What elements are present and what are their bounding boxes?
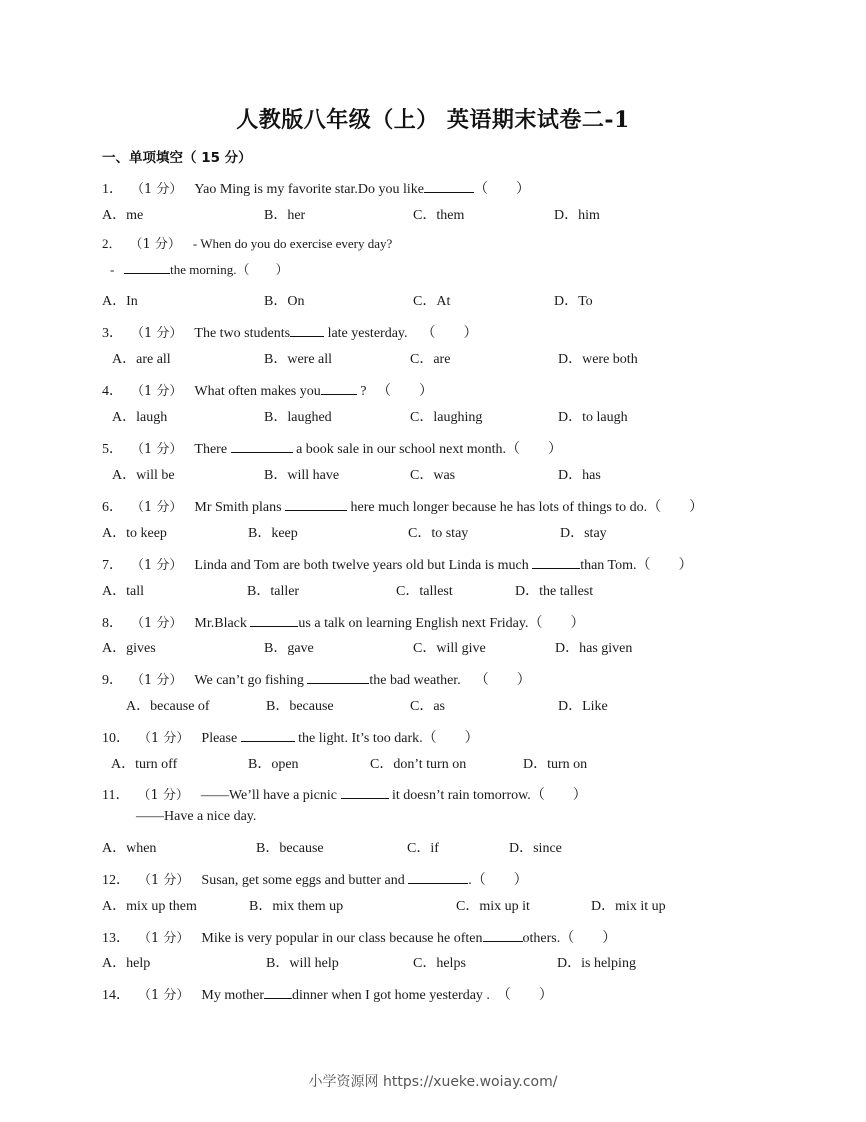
option-b: B．will help [266, 956, 339, 971]
question-number: 11． [102, 788, 130, 803]
question-text: Yao Ming is my favorite star.Do you like [194, 182, 424, 197]
option-a: A．tall [102, 584, 144, 599]
question-text: Susan, get some eggs and butter and [201, 873, 409, 888]
question-text: Linda and Tom are both twelve years old but Linda is much [194, 558, 533, 573]
answer-paren: （ ） [473, 181, 530, 197]
question-number: 12． [102, 873, 130, 888]
question-11-line-2: ——Have a nice day. [136, 809, 257, 824]
question-number: 3． [102, 326, 123, 341]
answer-paren: （ ） [376, 383, 433, 399]
question-3 [102, 322, 478, 343]
question-number: 2． [102, 236, 122, 251]
question-points: （1 分） [131, 384, 183, 399]
question-7 [102, 554, 693, 575]
option-b: B．mix them up [249, 899, 344, 914]
option-b: B．open [248, 757, 299, 772]
question-points: （1 分） [131, 558, 183, 573]
question-10 [102, 727, 479, 748]
option-c: C．don’t turn on [370, 757, 467, 772]
answer-blank [264, 984, 292, 999]
answer-blank [290, 322, 324, 337]
question-text: Mr Smith plans [194, 500, 286, 515]
option-a: A．are all [112, 352, 171, 367]
question-points: （1 分） [131, 500, 183, 515]
option-d: D．the tallest [515, 584, 594, 599]
option-b: B．On [264, 294, 305, 309]
option-b: B．will have [264, 468, 340, 483]
question-6 [102, 496, 703, 517]
question-11 [102, 784, 587, 805]
option-b: B．keep [248, 526, 298, 541]
answer-blank [241, 727, 295, 742]
answer-blank [424, 178, 474, 193]
dialogue-dash: - [110, 262, 115, 277]
question-text-after: here much longer because he has lots of things to do. [347, 500, 648, 515]
answer-blank [250, 612, 298, 627]
question-number: 7． [102, 558, 123, 573]
answer-paren: （ ） [506, 441, 563, 457]
question-text: Mike is very popular in our class because he often [201, 931, 483, 946]
option-d: D．has given [555, 641, 633, 656]
option-d: D．has [558, 468, 601, 483]
question-text-after: than Tom. [580, 558, 637, 573]
question-text-after: us a talk on learning English next Friday. [298, 616, 529, 631]
option-c: C．laughing [410, 410, 483, 425]
question-4 [102, 380, 433, 401]
question-number: 13． [102, 931, 130, 946]
answer-paren: （ ） [421, 325, 478, 341]
answer-paren: （ ） [471, 872, 528, 888]
answer-paren: （ ） [636, 557, 693, 573]
question-2 [102, 235, 392, 254]
option-a: A．turn off [111, 757, 178, 772]
option-a: A．me [102, 208, 144, 223]
question-points: （1 分） [131, 182, 183, 197]
answer-blank [321, 380, 357, 395]
option-d: D．To [554, 294, 593, 309]
question-text: The two students [194, 326, 291, 341]
question-9 [102, 669, 531, 690]
option-a: A．help [102, 956, 151, 971]
answer-blank [231, 438, 293, 453]
option-d: D．since [509, 841, 562, 856]
answer-paren: （ ） [560, 930, 617, 946]
question-5 [102, 438, 562, 459]
option-b: B．gave [264, 641, 314, 656]
question-text-after: late yesterday. [324, 326, 408, 341]
question-12 [102, 869, 528, 890]
question-13 [102, 927, 616, 948]
question-number: 5． [102, 442, 123, 457]
question-number: 8． [102, 616, 123, 631]
question-points: （1 分） [138, 988, 190, 1003]
answer-paren: （ ） [496, 987, 553, 1003]
question-2-line-2 [110, 259, 289, 279]
answer-paren: （ ） [530, 787, 587, 803]
answer-paren: （ ） [422, 730, 479, 746]
option-d: D．Like [558, 699, 608, 714]
option-a: A．mix up them [102, 899, 197, 914]
question-text-after: ? [356, 384, 367, 399]
question-text: We can’t go fishing [194, 673, 308, 688]
question-points: （1 分） [138, 873, 190, 888]
question-text: Please [201, 731, 241, 746]
answer-blank [483, 927, 523, 942]
question-points: （1 分） [137, 788, 189, 803]
option-b: B．taller [247, 584, 300, 599]
question-text-after: . [468, 873, 472, 888]
option-c: C．will give [413, 641, 486, 656]
option-b: B．because [256, 841, 324, 856]
option-c: C．was [410, 468, 456, 483]
question-text-after: a book sale in our school next month. [292, 442, 507, 457]
option-d: D．stay [560, 526, 607, 541]
option-d: D．to laugh [558, 410, 628, 425]
answer-paren: （ ） [474, 672, 531, 688]
option-a: A．gives [102, 641, 156, 656]
question-number: 14． [102, 988, 130, 1003]
question-1 [102, 178, 530, 199]
question-text: Mr.Black [194, 616, 251, 631]
option-b: B．because [266, 699, 334, 714]
option-a: A．In [102, 294, 138, 309]
option-a: A．laugh [112, 410, 168, 425]
option-a: A．will be [112, 468, 175, 483]
option-d: D．mix it up [591, 899, 666, 914]
option-c: C．as [410, 699, 445, 714]
option-c: C．if [407, 841, 439, 856]
question-text-after: others. [522, 931, 561, 946]
question-text-after: dinner when I got home yesterday . [292, 988, 490, 1003]
question-text: My mother [201, 988, 265, 1003]
question-text: the morning.（ ） [170, 262, 289, 277]
question-text-after: the light. It’s too dark. [294, 731, 423, 746]
answer-blank [341, 784, 389, 799]
option-b: B．laughed [264, 410, 332, 425]
option-c: C．At [413, 294, 451, 309]
question-text: What often makes you [194, 384, 321, 399]
question-points: （1 分） [131, 442, 183, 457]
option-c: C．mix up it [456, 899, 530, 914]
question-points: （1 分） [131, 326, 183, 341]
question-number: 10． [102, 731, 130, 746]
answer-blank [408, 869, 468, 884]
answer-blank [532, 554, 580, 569]
option-a: A．to keep [102, 526, 167, 541]
option-b: B．her [264, 208, 306, 223]
option-d: D．him [554, 208, 600, 223]
section-heading: 一、单项填空（ 15 分） [102, 150, 252, 166]
option-d: D．were both [558, 352, 638, 367]
question-number: 9． [102, 673, 123, 688]
option-a: A．when [102, 841, 157, 856]
option-d: D．turn on [523, 757, 588, 772]
question-points: （1 分） [138, 931, 190, 946]
option-c: C．them [413, 208, 465, 223]
option-c: C．are [410, 352, 451, 367]
question-text: - When do you do exercise every day? [192, 236, 393, 251]
question-14 [102, 984, 553, 1005]
question-points: （1 分） [131, 616, 183, 631]
option-d: D．is helping [557, 956, 636, 971]
answer-blank [285, 496, 347, 511]
option-b: B．were all [264, 352, 333, 367]
answer-paren: （ ） [647, 499, 704, 515]
answer-paren: （ ） [528, 615, 585, 631]
option-c: C．to stay [408, 526, 469, 541]
option-c: C．tallest [396, 584, 453, 599]
question-text: There [194, 442, 231, 457]
question-number: 6． [102, 500, 123, 515]
question-number: 4． [102, 384, 123, 399]
question-8 [102, 612, 584, 633]
question-points: （1 分） [138, 731, 190, 746]
page-title: 人教版八年级（上） 英语期末试卷二-1 [236, 107, 630, 133]
question-points: （1 分） [131, 673, 183, 688]
answer-blank [124, 259, 170, 274]
question-points: （1 分） [129, 237, 181, 252]
question-text-after: it doesn’t rain tomorrow. [388, 788, 531, 803]
question-text-after: the bad weather. [369, 673, 461, 688]
question-text: ——We’ll have a picnic [200, 788, 341, 803]
footer-watermark: 小学资源网 https://xueke.woiay.com/ [308, 1074, 558, 1090]
option-a: A．because of [126, 699, 210, 714]
answer-blank [307, 669, 369, 684]
question-number: 1． [102, 182, 123, 197]
option-c: C．helps [413, 956, 466, 971]
